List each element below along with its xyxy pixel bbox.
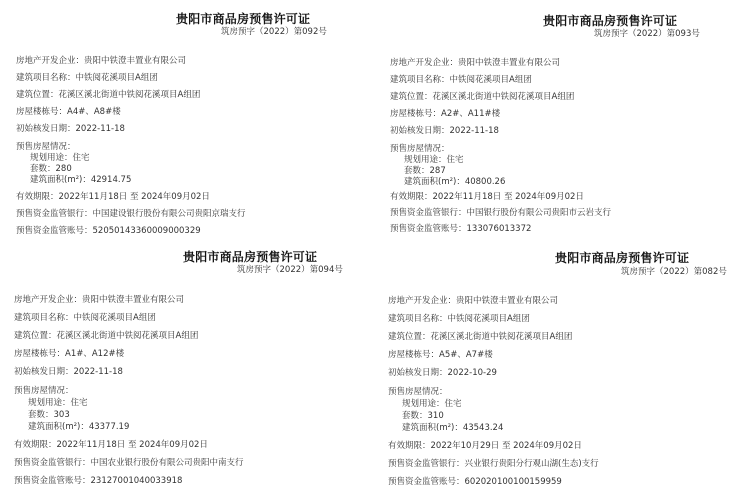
presale-heading: 预售房屋情况： (14, 386, 74, 396)
area-field: 建筑面积(m²)：42914.75 (30, 175, 132, 185)
units-field: 套数：280 (30, 164, 72, 174)
validity-field: 有效期限：2022年11月18日 至 2024年09月02日 (14, 440, 208, 450)
project-name-field: 建筑项目名称：中铁阅花溪项目A组团 (388, 314, 530, 324)
presale-permit-093 (370, 0, 735, 240)
permit-number: 筑房预字（2022）第094号 (237, 265, 343, 275)
presale-permit-082 (370, 240, 735, 500)
location-field: 建筑位置：花溪区溪北街道中铁阅花溪项目A组团 (16, 90, 201, 100)
project-name-field: 建筑项目名称：中铁阅花溪项目A组团 (390, 75, 532, 85)
presale-permit-092 (0, 0, 370, 240)
units-field: 套数：303 (28, 410, 70, 420)
units-field: 套数：310 (402, 411, 444, 421)
permit-title: 贵阳市商品房预售许可证 (555, 251, 690, 265)
location-field: 建筑位置：花溪区溪北街道中铁阅花溪项目A组团 (14, 331, 199, 341)
supervising-bank-field: 预售资金监管银行：中国建设银行股份有限公司贵阳京瑞支行 (16, 209, 246, 219)
presale-heading: 预售房屋情况： (16, 142, 76, 152)
supervising-bank-field: 预售资金监管银行：兴业银行贵阳分行观山湖(生态)支行 (388, 459, 599, 469)
area-field: 建筑面积(m²)：43377.19 (28, 422, 130, 432)
developer-field: 房地产开发企业：贵阳中铁澄丰置业有限公司 (388, 296, 559, 306)
developer-field: 房地产开发企业：贵阳中铁澄丰置业有限公司 (14, 295, 185, 305)
location-field: 建筑位置：花溪区溪北街道中铁阅花溪项目A组团 (390, 92, 575, 102)
first-issue-date-field: 初始核发日期：2022-10-29 (388, 368, 497, 378)
location-field: 建筑位置：花溪区溪北街道中铁阅花溪项目A组团 (388, 332, 573, 342)
units-field: 套数：287 (404, 166, 446, 176)
area-field: 建筑面积(m²)：43543.24 (402, 423, 504, 433)
first-issue-date-field: 初始核发日期：2022-11-18 (14, 367, 123, 377)
first-issue-date-field: 初始核发日期：2022-11-18 (16, 124, 125, 134)
permit-title: 贵阳市商品房预售许可证 (176, 12, 311, 26)
validity-field: 有效期限：2022年10月29日 至 2024年09月02日 (388, 441, 582, 451)
first-issue-date-field: 初始核发日期：2022-11-18 (390, 126, 499, 136)
permit-title: 贵阳市商品房预售许可证 (183, 250, 318, 264)
supervising-bank-field: 预售资金监管银行：中国农业银行股份有限公司贵阳中南支行 (14, 458, 244, 468)
developer-field: 房地产开发企业：贵阳中铁澄丰置业有限公司 (16, 56, 187, 66)
presale-heading: 预售房屋情况： (390, 144, 450, 154)
permit-number: 筑房预字（2022）第082号 (621, 267, 727, 277)
validity-field: 有效期限：2022年11月18日 至 2024年09月02日 (390, 192, 584, 202)
area-field: 建筑面积(m²)：40800.26 (404, 177, 506, 187)
project-name-field: 建筑项目名称：中铁阅花溪项目A组团 (14, 313, 156, 323)
project-name-field: 建筑项目名称：中铁阅花溪项目A组团 (16, 73, 158, 83)
presale-permit-094 (0, 240, 370, 500)
supervising-bank-field: 预售资金监管银行：中国银行股份有限公司贵阳市云岩支行 (390, 208, 612, 218)
building-numbers-field: 房屋楼栋号：A4#、A8#楼 (16, 107, 121, 117)
supervising-account-field: 预售资金监管账号：602020100100159959 (388, 477, 562, 487)
permit-number: 筑房预字（2022）第092号 (221, 27, 327, 37)
permit-title: 贵阳市商品房预售许可证 (543, 14, 678, 28)
presale-heading: 预售房屋情况： (388, 387, 448, 397)
usage-field: 规划用途：住宅 (28, 398, 88, 408)
building-numbers-field: 房屋楼栋号：A2#、A11#楼 (390, 109, 501, 119)
usage-field: 规划用途：住宅 (404, 155, 464, 165)
supervising-account-field: 预售资金监管账号：52050143360009000329 (16, 226, 201, 236)
building-numbers-field: 房屋楼栋号：A1#、A12#楼 (14, 349, 125, 359)
supervising-account-field: 预售资金监管账号：23127001040033918 (14, 476, 183, 486)
developer-field: 房地产开发企业：贵阳中铁澄丰置业有限公司 (390, 58, 561, 68)
usage-field: 规划用途：住宅 (30, 153, 90, 163)
validity-field: 有效期限：2022年11月18日 至 2024年09月02日 (16, 192, 210, 202)
supervising-account-field: 预售资金监管账号：133076013372 (390, 224, 532, 234)
building-numbers-field: 房屋楼栋号：A5#、A7#楼 (388, 350, 493, 360)
permit-number: 筑房预字（2022）第093号 (594, 29, 700, 39)
usage-field: 规划用途：住宅 (402, 399, 462, 409)
